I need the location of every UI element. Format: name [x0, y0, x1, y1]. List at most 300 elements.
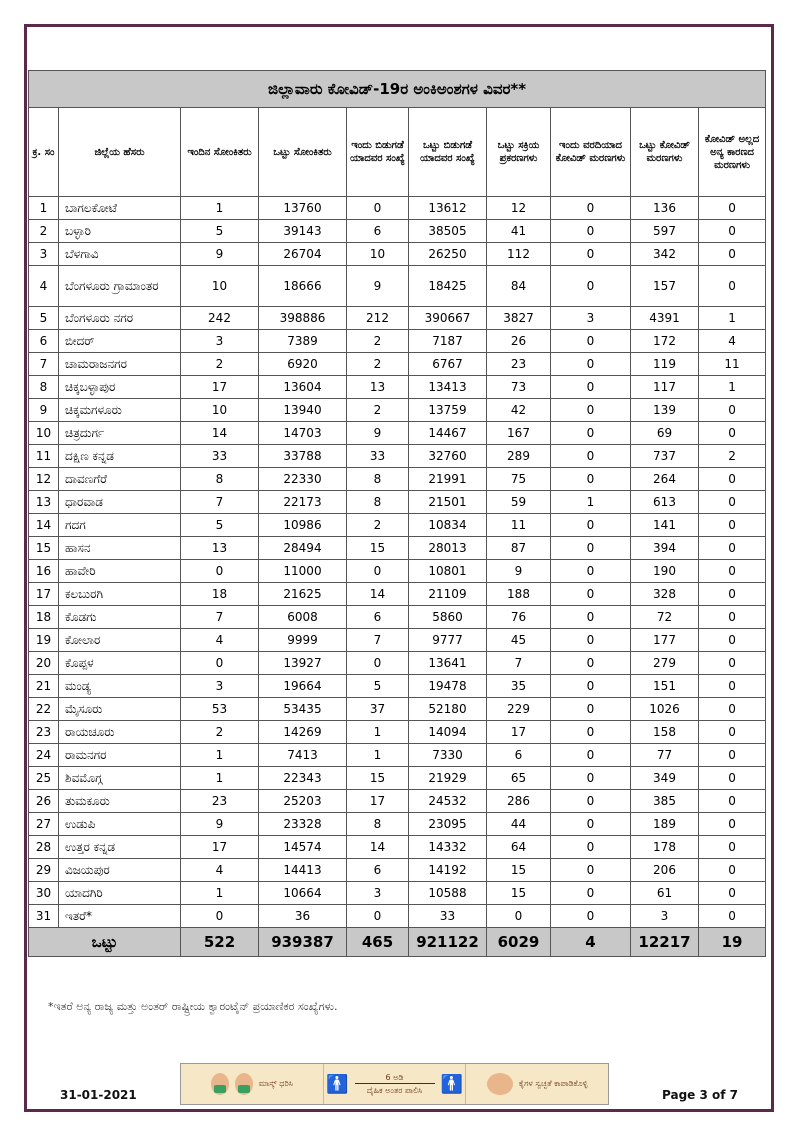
row-number: 21 — [29, 675, 59, 698]
cell-value: 13 — [181, 537, 259, 560]
cell-value: 0 — [551, 813, 631, 836]
cell-value: 3 — [347, 882, 409, 905]
cell-value: 1 — [347, 744, 409, 767]
cell-value: 17 — [181, 376, 259, 399]
cell-value: 5860 — [409, 606, 487, 629]
cell-value: 3 — [551, 307, 631, 330]
cell-value: 15 — [347, 767, 409, 790]
header-today-positive: ಇಂದಿನ ಸೋಂಕಿತರು — [181, 108, 259, 197]
cell-value: 286 — [487, 790, 551, 813]
cell-value: 11 — [487, 514, 551, 537]
district-name: ಚಿತ್ರದುರ್ಗ — [59, 422, 181, 445]
row-number: 16 — [29, 560, 59, 583]
table-row — [29, 813, 766, 836]
total-value: 6029 — [487, 928, 551, 957]
cell-value: 188 — [487, 583, 551, 606]
cell-value: 33788 — [259, 445, 347, 468]
table-row — [29, 675, 766, 698]
table-body — [29, 197, 766, 928]
cell-value: 0 — [699, 243, 766, 266]
cell-value: 13927 — [259, 652, 347, 675]
cell-value: 0 — [551, 905, 631, 928]
row-number: 7 — [29, 353, 59, 376]
table-row — [29, 220, 766, 243]
table-row — [29, 422, 766, 445]
cell-value: 6 — [487, 744, 551, 767]
district-name: ಹಾವೇರಿ — [59, 560, 181, 583]
cell-value: 139 — [631, 399, 699, 422]
cell-value: 13760 — [259, 197, 347, 220]
banner-mask-text: ಮಾಸ್ಕ್ ಧರಿಸಿ — [258, 1079, 293, 1088]
cell-value: 349 — [631, 767, 699, 790]
cell-value: 0 — [347, 197, 409, 220]
cell-value: 3 — [631, 905, 699, 928]
cell-value: 212 — [347, 307, 409, 330]
cell-value: 0 — [551, 197, 631, 220]
cell-value: 53435 — [259, 698, 347, 721]
cell-value: 0 — [699, 560, 766, 583]
table-row — [29, 721, 766, 744]
cell-value: 0 — [699, 836, 766, 859]
cell-value: 2 — [347, 399, 409, 422]
cell-value: 0 — [699, 220, 766, 243]
district-name: ಕೊಡಗು — [59, 606, 181, 629]
cell-value: 7389 — [259, 330, 347, 353]
district-name: ಕೊಪ್ಪಳ — [59, 652, 181, 675]
cell-value: 32760 — [409, 445, 487, 468]
cell-value: 0 — [551, 445, 631, 468]
cell-value: 7330 — [409, 744, 487, 767]
cell-value: 229 — [487, 698, 551, 721]
cell-value: 14703 — [259, 422, 347, 445]
row-number: 4 — [29, 266, 59, 307]
district-name: ಬಾಗಲಕೋಟೆ — [59, 197, 181, 220]
header-row — [29, 108, 766, 197]
cell-value: 0 — [347, 905, 409, 928]
cell-value: 5 — [181, 514, 259, 537]
row-number: 29 — [29, 859, 59, 882]
cell-value: 3 — [181, 675, 259, 698]
cell-value: 10 — [181, 266, 259, 307]
cell-value: 3827 — [487, 307, 551, 330]
cell-value: 14413 — [259, 859, 347, 882]
row-number: 9 — [29, 399, 59, 422]
cell-value: 9 — [181, 243, 259, 266]
cell-value: 13 — [347, 376, 409, 399]
cell-value: 4391 — [631, 307, 699, 330]
total-value: 19 — [699, 928, 766, 957]
district-name: ರಾಮನಗರ — [59, 744, 181, 767]
cell-value: 10664 — [259, 882, 347, 905]
cell-value: 13413 — [409, 376, 487, 399]
cell-value: 328 — [631, 583, 699, 606]
table-row — [29, 606, 766, 629]
table-row — [29, 537, 766, 560]
cell-value: 141 — [631, 514, 699, 537]
table-row — [29, 243, 766, 266]
table-row — [29, 376, 766, 399]
distance-text: ದೈಹಿಕ ಅಂತರ ಪಾಲಿಸಿ — [355, 1083, 435, 1096]
cell-value: 0 — [551, 675, 631, 698]
cell-value: 0 — [551, 859, 631, 882]
cell-value: 0 — [551, 836, 631, 859]
cell-value: 0 — [347, 560, 409, 583]
table-row — [29, 905, 766, 928]
row-number: 17 — [29, 583, 59, 606]
cell-value: 23095 — [409, 813, 487, 836]
table-row — [29, 307, 766, 330]
cell-value: 1 — [181, 882, 259, 905]
cell-value: 0 — [699, 468, 766, 491]
cell-value: 2 — [347, 330, 409, 353]
row-number: 18 — [29, 606, 59, 629]
cell-value: 136 — [631, 197, 699, 220]
cell-value: 22343 — [259, 767, 347, 790]
table-row — [29, 445, 766, 468]
cell-value: 158 — [631, 721, 699, 744]
cell-value: 0 — [551, 606, 631, 629]
row-number: 15 — [29, 537, 59, 560]
cell-value: 52180 — [409, 698, 487, 721]
person-icon: 🚹 — [326, 1073, 349, 1095]
cell-value: 190 — [631, 560, 699, 583]
cell-value: 36 — [259, 905, 347, 928]
cell-value: 151 — [631, 675, 699, 698]
cell-value: 0 — [551, 537, 631, 560]
cell-value: 64 — [487, 836, 551, 859]
cell-value: 0 — [551, 243, 631, 266]
cell-value: 65 — [487, 767, 551, 790]
cell-value: 177 — [631, 629, 699, 652]
cell-value: 14 — [347, 583, 409, 606]
header-sno: ಕ್ರ. ಸಂ — [29, 108, 59, 197]
cell-value: 18666 — [259, 266, 347, 307]
header-today-discharged: ಇಂದು ಬಿಡುಗಡೆ ಯಾದವರ ಸಂಖ್ಯೆ — [347, 108, 409, 197]
cell-value: 6920 — [259, 353, 347, 376]
cell-value: 390667 — [409, 307, 487, 330]
cell-value: 10834 — [409, 514, 487, 537]
table-row — [29, 266, 766, 307]
cell-value: 737 — [631, 445, 699, 468]
cell-value: 76 — [487, 606, 551, 629]
banner-distance — [324, 1064, 467, 1104]
cell-value: 14467 — [409, 422, 487, 445]
cell-value: 13759 — [409, 399, 487, 422]
cell-value: 0 — [551, 583, 631, 606]
cell-value: 289 — [487, 445, 551, 468]
cell-value: 0 — [699, 767, 766, 790]
cell-value: 11000 — [259, 560, 347, 583]
cell-value: 0 — [551, 399, 631, 422]
cell-value: 9999 — [259, 629, 347, 652]
cell-value: 394 — [631, 537, 699, 560]
cell-value: 18 — [181, 583, 259, 606]
cell-value: 0 — [551, 514, 631, 537]
cell-value: 10986 — [259, 514, 347, 537]
cell-value: 28013 — [409, 537, 487, 560]
page-number: Page 3 of 7 — [662, 1088, 738, 1102]
table-row — [29, 514, 766, 537]
cell-value: 117 — [631, 376, 699, 399]
cell-value: 23328 — [259, 813, 347, 836]
cell-value: 6008 — [259, 606, 347, 629]
district-name: ಯಾದಗಿರಿ — [59, 882, 181, 905]
table-row — [29, 882, 766, 905]
table-row — [29, 197, 766, 220]
district-name: ತುಮಕೂರು — [59, 790, 181, 813]
header-today-deaths: ಇಂದು ವರದಿಯಾದ ಕೋವಿಡ್ ಮರಣಗಳು — [551, 108, 631, 197]
cell-value: 242 — [181, 307, 259, 330]
cell-value: 19478 — [409, 675, 487, 698]
cell-value: 385 — [631, 790, 699, 813]
cell-value: 10 — [347, 243, 409, 266]
row-number: 5 — [29, 307, 59, 330]
district-name: ಕಲಬುರಗಿ — [59, 583, 181, 606]
header-active: ಒಟ್ಟು ಸಕ್ರಿಯ ಪ್ರಕರಣಗಳು — [487, 108, 551, 197]
row-number: 24 — [29, 744, 59, 767]
cell-value: 42 — [487, 399, 551, 422]
table-row — [29, 330, 766, 353]
row-number: 25 — [29, 767, 59, 790]
cell-value: 0 — [699, 197, 766, 220]
cell-value: 178 — [631, 836, 699, 859]
cell-value: 0 — [699, 266, 766, 307]
cell-value: 0 — [551, 468, 631, 491]
cell-value: 0 — [551, 698, 631, 721]
cell-value: 2 — [181, 353, 259, 376]
cell-value: 28494 — [259, 537, 347, 560]
row-number: 20 — [29, 652, 59, 675]
cell-value: 9 — [347, 422, 409, 445]
cell-value: 84 — [487, 266, 551, 307]
district-name: ದಕ್ಷಿಣ ಕನ್ನಡ — [59, 445, 181, 468]
cell-value: 23 — [181, 790, 259, 813]
cell-value: 72 — [631, 606, 699, 629]
cell-value: 53 — [181, 698, 259, 721]
cell-value: 37 — [347, 698, 409, 721]
masked-face-icon — [211, 1073, 229, 1095]
table-row — [29, 491, 766, 514]
table-row — [29, 859, 766, 882]
cell-value: 6 — [347, 220, 409, 243]
cell-value: 4 — [181, 629, 259, 652]
cell-value: 22330 — [259, 468, 347, 491]
cell-value: 112 — [487, 243, 551, 266]
cell-value: 4 — [181, 859, 259, 882]
cell-value: 25203 — [259, 790, 347, 813]
district-name: ದಾವಣಗೆರೆ — [59, 468, 181, 491]
cell-value: 14332 — [409, 836, 487, 859]
distance-value: 6 ಅಡಿ — [385, 1072, 404, 1082]
cell-value: 0 — [699, 399, 766, 422]
cell-value: 35 — [487, 675, 551, 698]
cell-value: 39143 — [259, 220, 347, 243]
cell-value: 17 — [347, 790, 409, 813]
header-total-positive: ಒಟ್ಟು ಸೋಂಕಿತರು — [259, 108, 347, 197]
cell-value: 597 — [631, 220, 699, 243]
cell-value: 7413 — [259, 744, 347, 767]
table-row — [29, 698, 766, 721]
cell-value: 613 — [631, 491, 699, 514]
row-number: 28 — [29, 836, 59, 859]
cell-value: 21109 — [409, 583, 487, 606]
cell-value: 4 — [699, 330, 766, 353]
cell-value: 0 — [551, 422, 631, 445]
district-name: ಹಾಸನ — [59, 537, 181, 560]
cell-value: 2 — [699, 445, 766, 468]
cell-value: 0 — [551, 744, 631, 767]
row-number: 13 — [29, 491, 59, 514]
footnote: *ಇತರೆ ಅನ್ಯ ರಾಜ್ಯ ಮತ್ತು ಅಂತರ್ ರಾಷ್ಟ್ರೀಯ ಕ್ವಾರಂಟೈನ್ ಪ್ರಯಾಣಿಕರ ಸಂಖ್ಯೆಗಳು. — [48, 1000, 338, 1013]
table-title: ಜಿಲ್ಲಾವಾರು ಕೋವಿಡ್-19ರ ಅಂಕಿಅಂಶಗಳ ವಿವರ** — [29, 71, 766, 108]
cell-value: 13641 — [409, 652, 487, 675]
cell-value: 14192 — [409, 859, 487, 882]
cell-value: 19664 — [259, 675, 347, 698]
cell-value: 23 — [487, 353, 551, 376]
banner-hands — [466, 1064, 608, 1104]
cell-value: 6 — [347, 859, 409, 882]
handwash-icon — [487, 1073, 513, 1095]
cell-value: 1 — [181, 744, 259, 767]
table-row — [29, 560, 766, 583]
cell-value: 2 — [347, 514, 409, 537]
total-value: 4 — [551, 928, 631, 957]
distance-block — [355, 1073, 435, 1096]
cell-value: 10801 — [409, 560, 487, 583]
cell-value: 26704 — [259, 243, 347, 266]
cell-value: 1026 — [631, 698, 699, 721]
cell-value: 59 — [487, 491, 551, 514]
cell-value: 44 — [487, 813, 551, 836]
table-row — [29, 790, 766, 813]
table-row — [29, 744, 766, 767]
district-name: ಉಡುಪಿ — [59, 813, 181, 836]
district-name: ಗದಗ — [59, 514, 181, 537]
person-icon: 🚹 — [440, 1073, 463, 1095]
table-row — [29, 399, 766, 422]
row-number: 3 — [29, 243, 59, 266]
cell-value: 0 — [699, 882, 766, 905]
cell-value: 14 — [181, 422, 259, 445]
total-value: 939387 — [259, 928, 347, 957]
cell-value: 77 — [631, 744, 699, 767]
cell-value: 69 — [631, 422, 699, 445]
cell-value: 0 — [347, 652, 409, 675]
total-value: 12217 — [631, 928, 699, 957]
cell-value: 11 — [699, 353, 766, 376]
row-number: 30 — [29, 882, 59, 905]
cell-value: 6 — [347, 606, 409, 629]
row-number: 19 — [29, 629, 59, 652]
cell-value: 167 — [487, 422, 551, 445]
district-name: ಕೋಲಾರ — [59, 629, 181, 652]
cell-value: 1 — [699, 376, 766, 399]
cell-value: 9 — [347, 266, 409, 307]
cell-value: 8 — [347, 491, 409, 514]
cell-value: 26250 — [409, 243, 487, 266]
cell-value: 0 — [181, 652, 259, 675]
table-row — [29, 836, 766, 859]
header-non-covid-deaths: ಕೋವಿಡ್ ಅಲ್ಲದ ಅನ್ಯ ಕಾರಣದ ಮರಣಗಳು — [699, 108, 766, 197]
cell-value: 21991 — [409, 468, 487, 491]
district-stats-table — [28, 70, 766, 957]
cell-value: 0 — [699, 422, 766, 445]
cell-value: 0 — [699, 813, 766, 836]
cell-value: 0 — [699, 491, 766, 514]
cell-value: 279 — [631, 652, 699, 675]
table-row — [29, 652, 766, 675]
cell-value: 8 — [347, 468, 409, 491]
cell-value: 13612 — [409, 197, 487, 220]
report-date: 31-01-2021 — [60, 1088, 137, 1102]
cell-value: 5 — [347, 675, 409, 698]
district-name: ಧಾರವಾಡ — [59, 491, 181, 514]
cell-value: 21501 — [409, 491, 487, 514]
row-number: 6 — [29, 330, 59, 353]
header-district: ಜಿಲ್ಲೆಯ ಹೆಸರು — [59, 108, 181, 197]
cell-value: 0 — [699, 790, 766, 813]
cell-value: 10 — [181, 399, 259, 422]
cell-value: 0 — [487, 905, 551, 928]
cell-value: 0 — [551, 266, 631, 307]
row-number: 31 — [29, 905, 59, 928]
row-number: 22 — [29, 698, 59, 721]
cell-value: 206 — [631, 859, 699, 882]
cell-value: 7 — [181, 491, 259, 514]
cell-value: 0 — [551, 721, 631, 744]
cell-value: 0 — [551, 560, 631, 583]
district-name: ವಿಜಯಪುರ — [59, 859, 181, 882]
cell-value: 1 — [699, 307, 766, 330]
cell-value: 0 — [551, 220, 631, 243]
row-number: 11 — [29, 445, 59, 468]
cell-value: 0 — [551, 882, 631, 905]
district-name: ಬಳ್ಳಾರಿ — [59, 220, 181, 243]
table-row — [29, 767, 766, 790]
cell-value: 17 — [181, 836, 259, 859]
district-name: ಬೀದರ್ — [59, 330, 181, 353]
cell-value: 13940 — [259, 399, 347, 422]
cell-value: 2 — [181, 721, 259, 744]
cell-value: 15 — [487, 859, 551, 882]
cell-value: 33 — [409, 905, 487, 928]
cell-value: 172 — [631, 330, 699, 353]
cell-value: 1 — [181, 767, 259, 790]
cell-value: 18425 — [409, 266, 487, 307]
cell-value: 8 — [347, 813, 409, 836]
cell-value: 0 — [551, 767, 631, 790]
cell-value: 1 — [347, 721, 409, 744]
cell-value: 0 — [551, 652, 631, 675]
cell-value: 0 — [551, 790, 631, 813]
banner-mask — [181, 1064, 324, 1104]
cell-value: 26 — [487, 330, 551, 353]
district-name: ಚಾಮರಾಜನಗರ — [59, 353, 181, 376]
cell-value: 14094 — [409, 721, 487, 744]
table-row — [29, 583, 766, 606]
cell-value: 0 — [551, 353, 631, 376]
row-number: 10 — [29, 422, 59, 445]
cell-value: 87 — [487, 537, 551, 560]
cell-value: 6767 — [409, 353, 487, 376]
cell-value: 7 — [181, 606, 259, 629]
cell-value: 22173 — [259, 491, 347, 514]
district-name: ಬೆಂಗಳೂರು ನಗರ — [59, 307, 181, 330]
row-number: 8 — [29, 376, 59, 399]
cell-value: 0 — [699, 905, 766, 928]
district-name: ಮೈಸೂರು — [59, 698, 181, 721]
cell-value: 61 — [631, 882, 699, 905]
